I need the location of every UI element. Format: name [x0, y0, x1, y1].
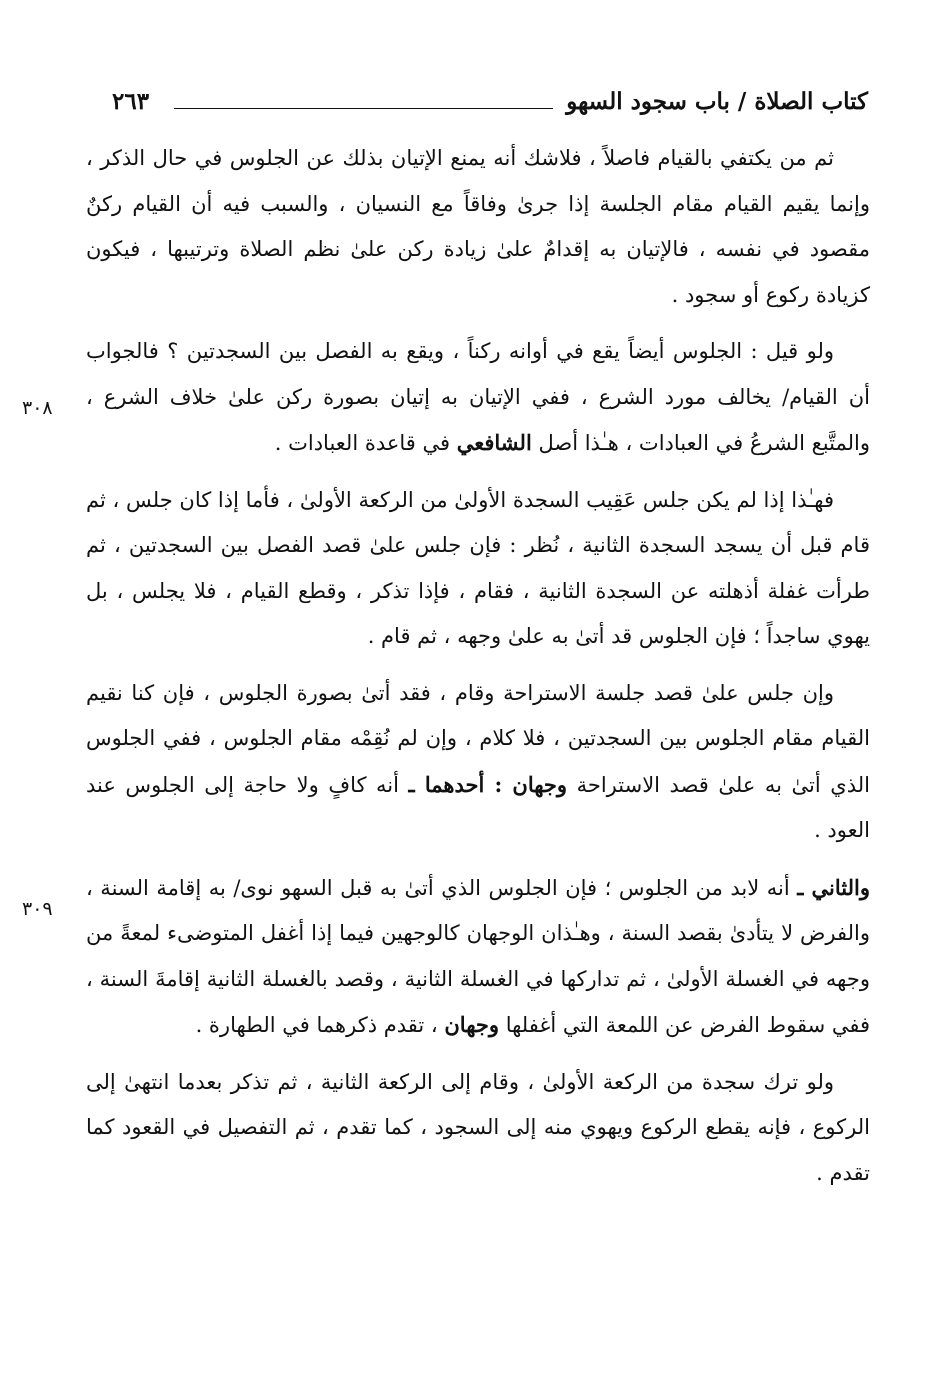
bold-term: وجهان — [444, 1012, 499, 1037]
bold-term: وجهان : أحدهما ـ — [408, 771, 568, 797]
paragraph-text: ثم من يكتفي بالقيام فاصلاً ، فلاشك أنه يمنع الإتيان بذلك عن الجلوس في حال الذكر ، وإنما يقيم القيام مقام الجلسة إذا جرىٰ وفاقاً مع النسيان ، والسبب فيه أن القيام ركنٌ مقصود في نفسه ، فالإتيان به إقدامٌ علىٰ زيادة ركن علىٰ نظم الصلاة وترتيبها ، فيكون كزيادة ركوع أو سجود . — [86, 146, 870, 307]
header-rule — [174, 108, 553, 109]
margin-reference-number: ٣٠٩ — [22, 898, 53, 920]
paragraph — [86, 865, 870, 1049]
paragraph — [86, 329, 870, 467]
bold-term: والثاني ـ — [797, 874, 870, 900]
header-title: كتاب الصلاة / باب سجود السهو — [566, 88, 868, 115]
paragraph-text: ، تقدم ذكرهما في الطهارة . — [195, 1013, 438, 1037]
paragraph-text: وإن جلس علىٰ قصد جلسة الاستراحة وقام ، فقد أتىٰ بصورة الجلوس ، فإن كنا نقيم القيام مقام الجلوس بين السجدتين ، فلا كلام ، وإن لم نُقِمْه مقام الجلوس ، ففي الجلوس الذي أتىٰ به علىٰ قصد الاستراحة — [86, 680, 870, 797]
paragraph-text: في قاعدة العبادات . — [274, 431, 451, 455]
bold-name: الشافعي — [456, 430, 532, 455]
paragraph-text: أنه لابد من الجلوس ؛ فإن الجلوس الذي أتىٰ به قبل السهو نوى/ به إقامة السنة ، والفرض لا يتأدىٰ بقصد السنة ، وهـٰذان الوجهان كالوجهين فيما إذا أغفل المتوضىء لمعةً من وجهه في الغسلة الأولىٰ ، ثم تداركها في الغسلة الثانية ، وقصد بالغسلة الثانية إقامةَ السنة ، ففي سقوط الفرض عن اللمعة التي أغفلها — [86, 875, 870, 1037]
paragraph — [86, 1060, 870, 1197]
paragraph — [86, 671, 870, 854]
page-number: ٢٦٣ — [112, 88, 150, 115]
paragraph-text: فهـٰذا إذا لم يكن جلس عَقِيب السجدة الأولىٰ من الركعة الأولىٰ ، فأما إذا كان جلس ، ثم قام قبل أن يسجد السجدة الثانية ، نُظر : فإن جلس علىٰ قصد الفصل بين السجدتين ، ثم طرأت غفلة أذهلته عن السجدة الثانية ، فقام ، فإذا تذكر ، وقطع القيام ، فلا يجلس ، بل يهوي ساجداً ؛ فإن الجلوس قد أتىٰ به علىٰ وجهه ، ثم قام . — [86, 487, 870, 648]
paragraph-text: أنه كافٍ ولا حاجة إلى الجلوس عند العود . — [86, 772, 870, 842]
main-text — [22, 136, 870, 1207]
paragraph-text: ولو قيل : الجلوس أيضاً يقع في أوانه ركناً ، ويقع به الفصل بين السجدتين ؟ فالجواب أن القيام/ يخالف مورد الشرع ، ففي الإتيان به إتيان بصورة ركن علىٰ خلاف الشرع ، والمتَّبع الشرعُ في العبادات ، هـٰذا أصل — [86, 339, 870, 455]
paragraph-text: ولو ترك سجدة من الركعة الأولىٰ ، وقام إلى الركعة الثانية ، ثم تذكر بعدما انتهىٰ إلى الركوع ، فإنه يقطع الركوع ويهوي منه إلى السجود ، كما تقدم ، ثم التفصيل في القعود كما تقدم . — [86, 1069, 870, 1185]
paragraph — [86, 478, 870, 660]
running-header — [112, 84, 868, 124]
margin-reference-number: ٣٠٨ — [22, 397, 53, 419]
paragraph — [86, 136, 870, 318]
